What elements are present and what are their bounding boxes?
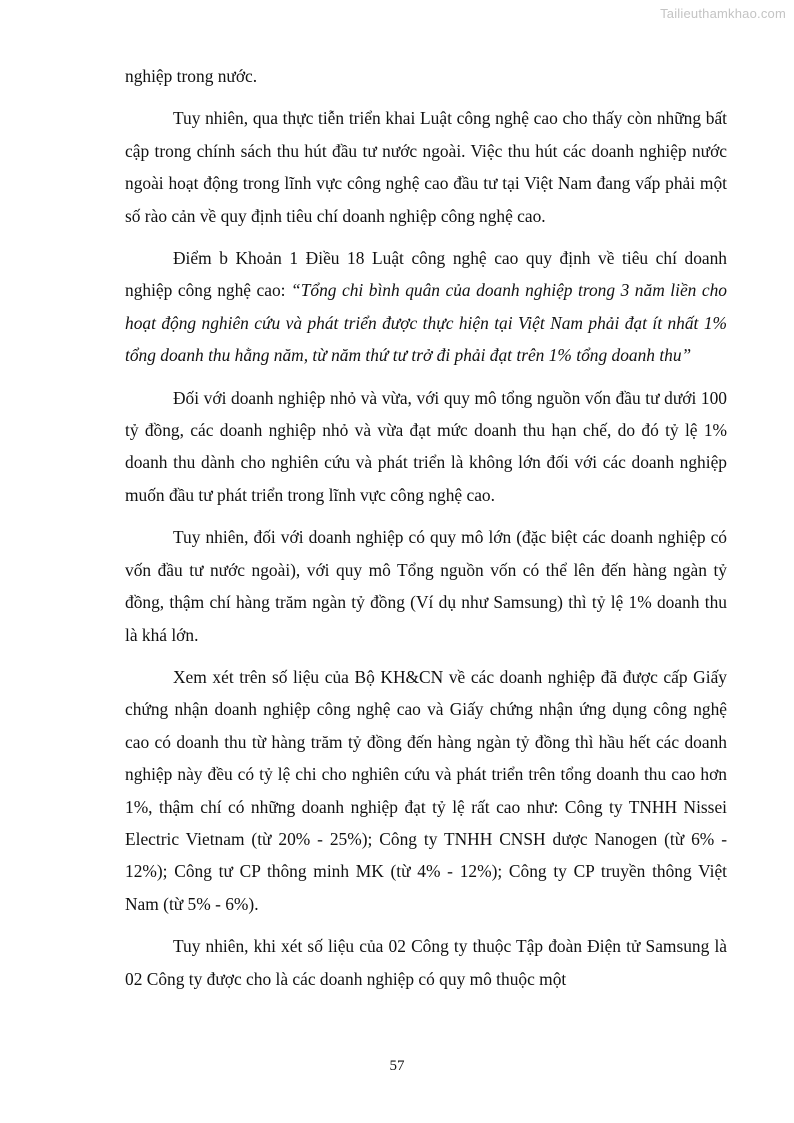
paragraph-shortcomings: Tuy nhiên, qua thực tiễn triển khai Luật công nghệ cao cho thấy còn những bất cập trong chính sách thu hút đầu tư nước ngoài. Việc thu hút các doanh nghiệp nước ngoài hoạt động trong lĩnh vực công nghệ cao đầu tư tại Việt Nam đang vấp phải một số rào cản về quy định tiêu chí doanh nghiệp công nghệ cao. <box>125 108 727 226</box>
document-body <box>125 60 727 1005</box>
paragraph-legal-criteria <box>125 242 727 372</box>
legal-criteria-lead: Điểm b Khoản 1 Điều 18 Luật công nghệ cao quy định về tiêu chí doanh nghiệp công nghệ cao: <box>125 248 727 301</box>
paragraph-small-medium-enterprises: Đối với doanh nghiệp nhỏ và vừa, với quy mô tổng nguồn vốn đầu tư dưới 100 tỷ đồng, các doanh nghiệp nhỏ và vừa đạt mức doanh thu hạn chế, do đó tỷ lệ 1% doanh thu dành cho nghiên cứu và phát triển là không lớn đối với các doanh nghiệp muốn đầu tư phát triển trong lĩnh vực công nghệ cao. <box>125 387 727 505</box>
watermark: Tailieuthamkhao.com <box>660 6 786 21</box>
paragraph-continuation: nghiệp trong nước. <box>125 66 258 86</box>
paragraph-ministry-data: Xem xét trên số liệu của Bộ KH&CN về các doanh nghiệp đã được cấp Giấy chứng nhận doanh nghiệp công nghệ cao và Giấy chứng nhận ứng dụng công nghệ cao có doanh thu từ hàng trăm tỷ đồng đến hàng ngàn tỷ đồng thì hầu hết các doanh nghiệp này đều có tỷ lệ chi cho nghiên cứu và phát triển trên tổng doanh thu cao hơn 1%, thậm chí có những doanh nghiệp đạt tỷ lệ rất cao như: Công ty TNHH Nissei Electric Vietnam (từ 20% - 25%); Công ty TNHH CNSH dược Nanogen (từ 6% - 12%); Công tư CP thông minh MK (từ 4% - 12%); Công ty CP truyền thông Việt Nam (từ 5% - 6%). <box>125 666 727 914</box>
paragraph-samsung: Tuy nhiên, khi xét số liệu của 02 Công ty thuộc Tập đoàn Điện tử Samsung là 02 Công ty được cho là các doanh nghiệp có quy mô thuộc một <box>125 936 727 989</box>
paragraph-large-enterprises: Tuy nhiên, đối với doanh nghiệp có quy mô lớn (đặc biệt các doanh nghiệp có vốn đầu tư nước ngoài), với quy mô Tổng nguồn vốn có thể lên đến hàng ngàn tỷ đồng, thậm chí hàng trăm ngàn tỷ đồng (Ví dụ như Samsung) thì tỷ lệ 1% doanh thu là khá lớn. <box>125 527 727 645</box>
legal-quote: “Tổng chi bình quân của doanh nghiệp trong 3 năm liền cho hoạt động nghiên cứu và phát triển được thực hiện tại Việt Nam phải đạt ít nhất 1% tổng doanh thu hằng năm, từ năm thứ tư trở đi phải đạt trên 1% tổng doanh thu” <box>125 280 728 366</box>
page-number: 57 <box>389 1058 405 1074</box>
